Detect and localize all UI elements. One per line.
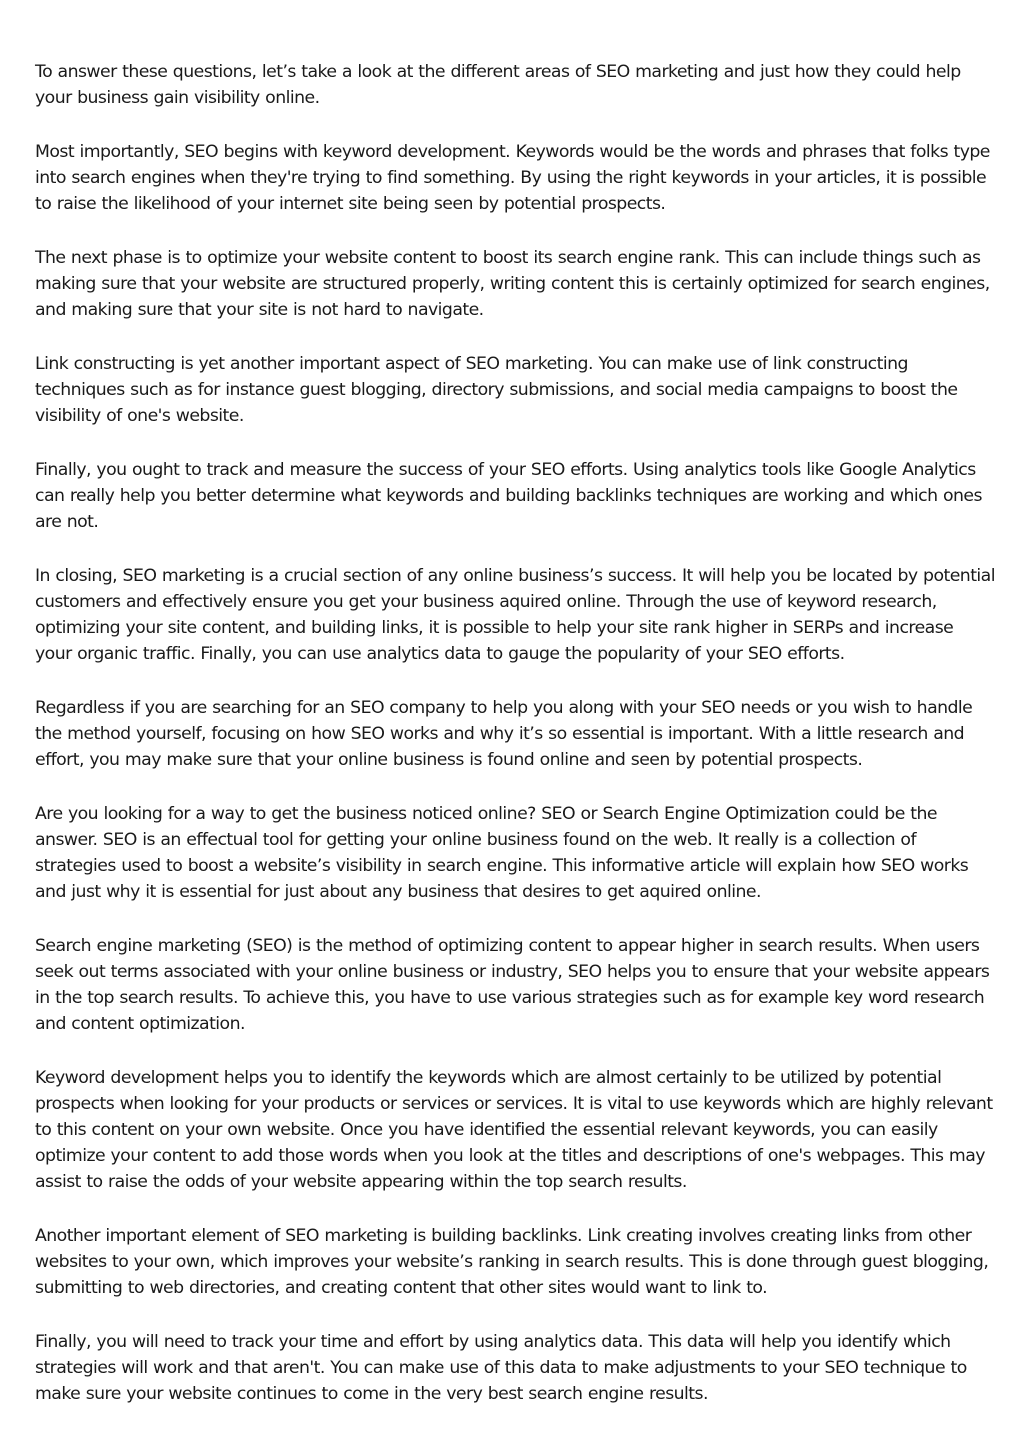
paragraph-9: Search engine marketing (SEO) is the method of optimizing content to appear higher in search results. When users seek out terms associated with your online business or industry, SEO helps you to ensure that your website appears in the top search results. To achieve this, you have to use various strategies such as for example key word research and content optimization. (35, 936, 990, 1034)
paragraph-5: Finally, you ought to track and measure the success of your SEO efforts. Using analytics tools like Google Analytics can really help you better determine what keywords and building backlinks techniques are working and which ones are not. (35, 460, 982, 532)
paragraph-7: Regardless if you are searching for an SEO company to help you along with your SEO needs or you wish to handle the method yourself, focusing on how SEO works and why it’s so essential is important. With a little research and effort, you may make sure that your online business is found online and seen by potential prospects. (35, 698, 973, 770)
paragraph-4: Link constructing is yet another important aspect of SEO marketing. You can make use of link constructing techniques such as for instance guest blogging, directory submissions, and social media campaigns to boost the visibility of one's website. (35, 354, 958, 426)
paragraph-3: The next phase is to optimize your website content to boost its search engine rank. This can include things such as making sure that your website are structured properly, writing content this is certainly optimized for search engines, and making sure that your site is not hard to navigate. (35, 248, 990, 320)
paragraph-8: Are you looking for a way to get the business noticed online? SEO or Search Engine Optimization could be the answer. SEO is an effectual tool for getting your online business found on the web. It really is a collection of strategies used to boost a website’s visibility in search engine. This informative article will explain how SEO works and just why it is essential for just about any business that desires to get aquired online. (35, 804, 969, 902)
document-body (35, 59, 995, 1435)
paragraph-12: Finally, you will need to track your time and effort by using analytics data. This data will help you identify which strategies will work and that aren't. You can make use of this data to make adjustments to your SEO technique to make sure your website continues to come in the very best search engine results. (35, 1332, 967, 1404)
paragraph-1: To answer these questions, let’s take a look at the different areas of SEO marketing and just how they could help your business gain visibility online. (35, 62, 961, 108)
paragraph-2: Most importantly, SEO begins with keyword development. Keywords would be the words and phrases that folks type into search engines when they're trying to find something. By using the right keywords in your articles, it is possible to raise the likelihood of your internet site being seen by potential prospects. (35, 142, 990, 214)
paragraph-10: Keyword development helps you to identify the keywords which are almost certainly to be utilized by potential prospects when looking for your products or services or services. It is vital to use keywords which are highly relevant to this content on your own website. Once you have identified the essential relevant keywords, you can easily optimize your content to add those words when you look at the titles and descriptions of one's webpages. This may assist to raise the odds of your website appearing within the top search results. (35, 1068, 993, 1192)
paragraph-6: In closing, SEO marketing is a crucial section of any online business’s success. It will help you be located by potential customers and effectively ensure you get your business aquired online. Through the use of keyword research, optimizing your site content, and building links, it is possible to help your site rank higher in SERPs and increase your organic traffic. Finally, you can use analytics data to gauge the popularity of your SEO efforts. (35, 566, 995, 664)
paragraph-11: Another important element of SEO marketing is building backlinks. Link creating involves creating links from other websites to your own, which improves your website’s ranking in search results. This is done through guest blogging, submitting to web directories, and creating content that other sites would want to link to. (35, 1226, 989, 1298)
